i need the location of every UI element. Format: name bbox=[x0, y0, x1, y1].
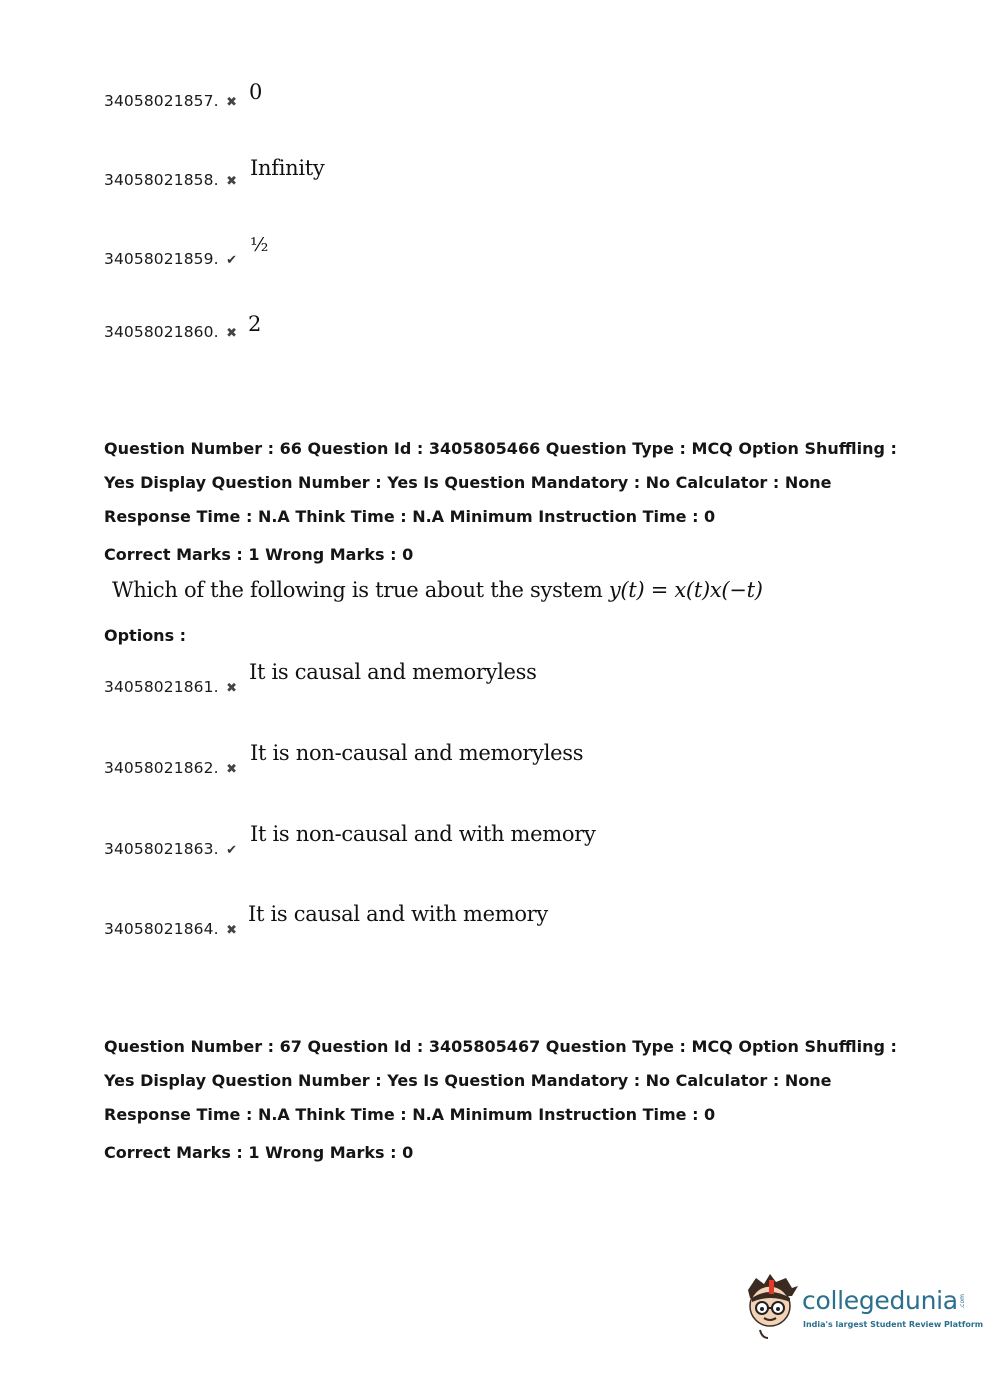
options-label: Options : bbox=[104, 626, 187, 645]
option-text: It is non-causal and memoryless bbox=[250, 741, 584, 765]
option-row bbox=[104, 171, 240, 189]
logo-tagline: India's largest Student Review Platform bbox=[803, 1320, 984, 1329]
option-row bbox=[104, 920, 240, 938]
question-67-marks: Correct Marks : 1 Wrong Marks : 0 bbox=[104, 1143, 414, 1162]
wrong-mark-icon: ✖ bbox=[226, 326, 238, 341]
option-row bbox=[104, 678, 240, 696]
wrong-mark-icon: ✖ bbox=[226, 95, 238, 110]
question-math: y(t) = x(t)x(−t) bbox=[608, 578, 763, 602]
collegedunia-logo bbox=[742, 1272, 984, 1342]
wrong-mark-icon: ✖ bbox=[226, 923, 238, 938]
option-text: 2 bbox=[248, 312, 262, 336]
correct-check-icon: ✔ bbox=[226, 843, 238, 858]
question-66-text bbox=[112, 578, 763, 602]
option-text: It is causal and memoryless bbox=[249, 660, 537, 684]
question-67-meta: Question Number : 67 Question Id : 3405805467 Question Type : MCQ Option Shuffling : Yes Display Question Number : Yes Is Question Mandatory : No Calculator : None Response Time : N.A Think Time : N.A Minimum Instruction Time : 0 bbox=[104, 1037, 897, 1124]
question-prefix: Which of the following is true about the system bbox=[112, 578, 609, 602]
logo-suffix: .com bbox=[959, 1294, 966, 1309]
question-66-meta: Question Number : 66 Question Id : 3405805466 Question Type : MCQ Option Shuffling : Yes Display Question Number : Yes Is Question Mandatory : No Calculator : None Response Time : N.A Think Time : N.A Minimum Instruction Time : 0 bbox=[104, 439, 897, 526]
option-id: 34058021860. bbox=[104, 323, 219, 341]
correct-check-icon: ✔ bbox=[226, 253, 238, 268]
option-row bbox=[104, 759, 240, 777]
option-text: It is causal and with memory bbox=[248, 902, 548, 926]
wrong-mark-icon: ✖ bbox=[226, 762, 238, 777]
option-id: 34058021863. bbox=[104, 840, 219, 858]
option-text: Infinity bbox=[250, 156, 325, 180]
option-id: 34058021861. bbox=[104, 678, 219, 696]
option-id: 34058021862. bbox=[104, 759, 219, 777]
wrong-mark-icon: ✖ bbox=[226, 681, 238, 696]
option-text: ½ bbox=[250, 234, 269, 256]
question-66-marks: Correct Marks : 1 Wrong Marks : 0 bbox=[104, 545, 414, 564]
option-text: It is non-causal and with memory bbox=[250, 822, 596, 846]
option-id: 34058021857. bbox=[104, 92, 219, 110]
option-id: 34058021859. bbox=[104, 250, 219, 268]
logo-wordmark: collegedunia bbox=[802, 1286, 958, 1315]
option-text: 0 bbox=[249, 80, 263, 104]
wrong-mark-icon: ✖ bbox=[226, 174, 238, 189]
option-row bbox=[104, 323, 240, 341]
option-id: 34058021864. bbox=[104, 920, 219, 938]
option-row bbox=[104, 840, 240, 858]
option-id: 34058021858. bbox=[104, 171, 219, 189]
option-row bbox=[104, 92, 240, 110]
mascot-icon bbox=[742, 1272, 800, 1342]
option-row bbox=[104, 250, 240, 268]
